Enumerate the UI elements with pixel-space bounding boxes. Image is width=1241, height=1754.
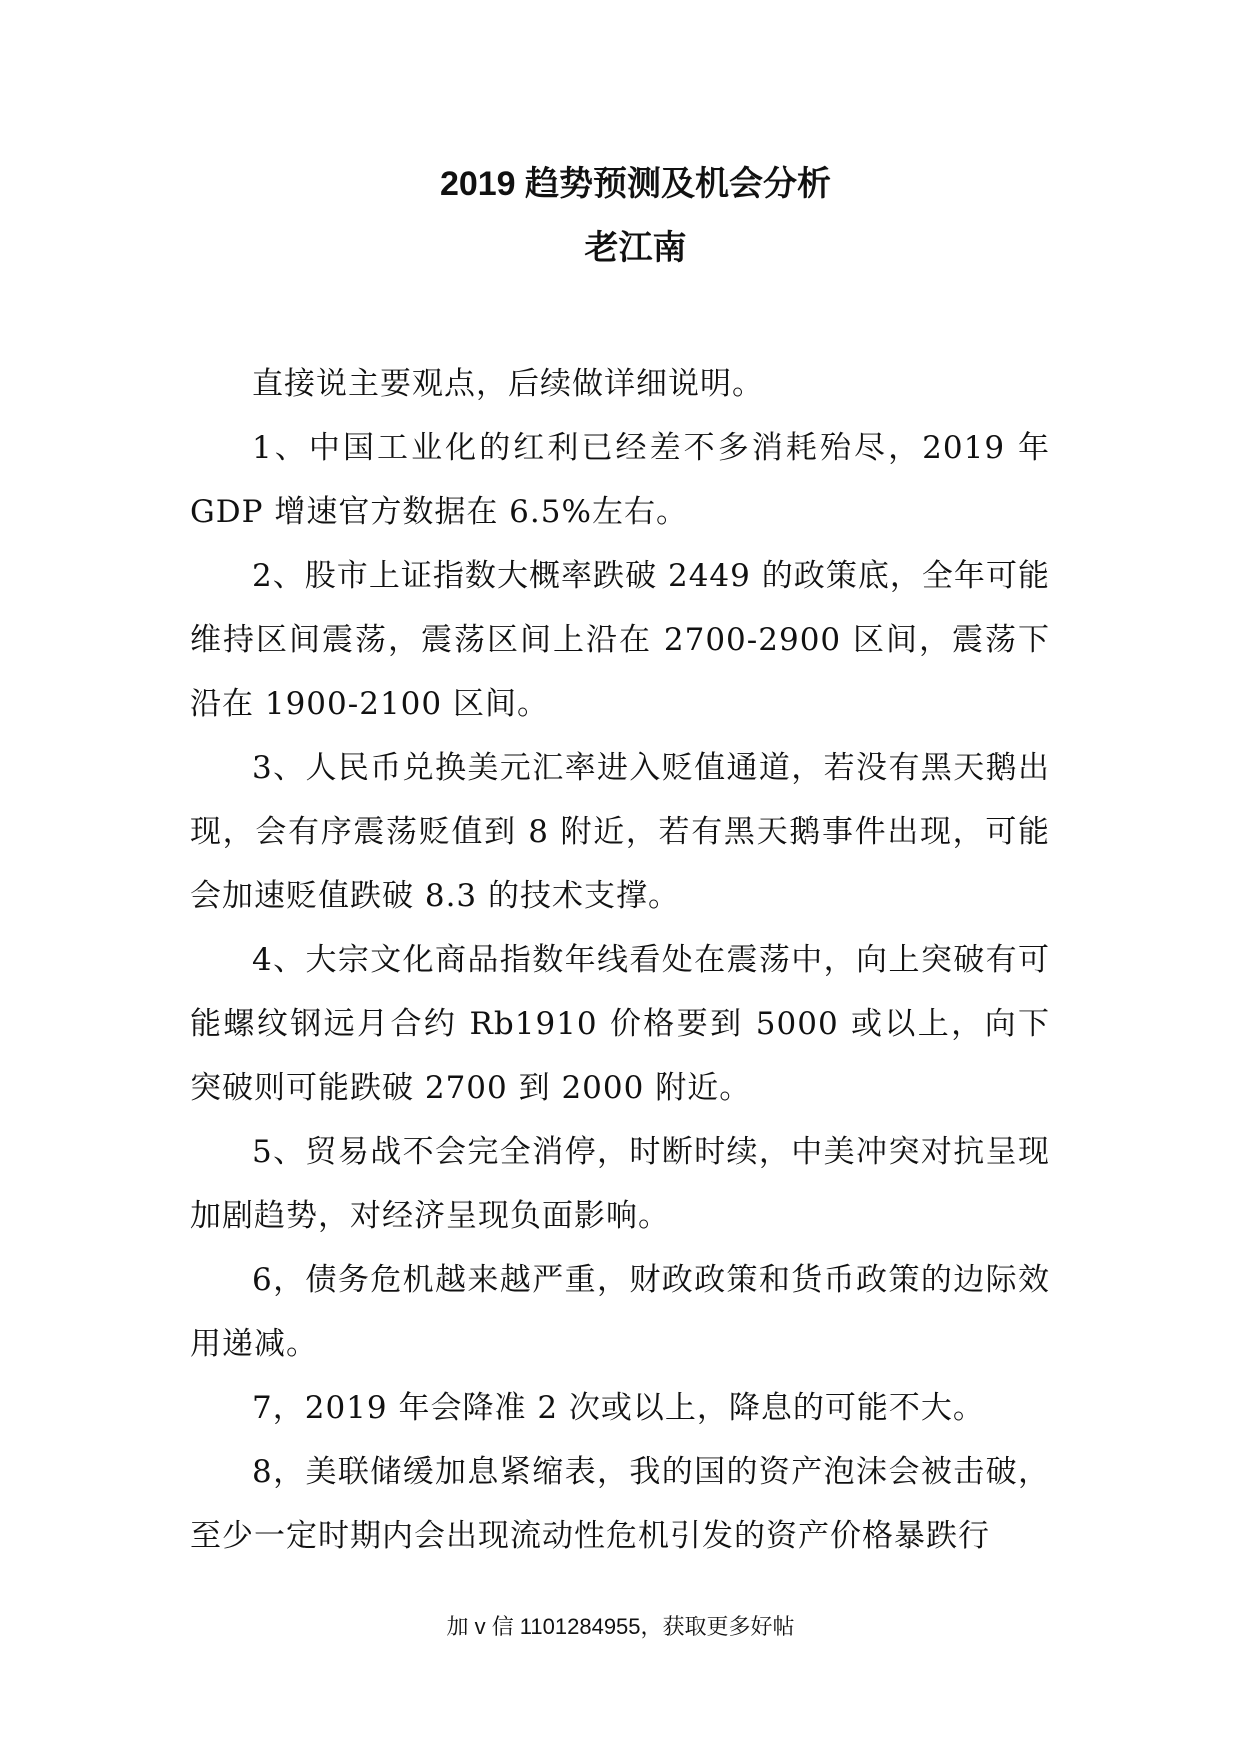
paragraph-8: 8，美联储缓加息紧缩表，我的国的资产泡沫会被击破，至少一定时期内会出现流动性危机引发的资产价格暴跌行 (190, 1454, 1050, 1554)
paragraph-6: 6，债务危机越来越严重，财政政策和货币政策的边际效用递减。 (190, 1262, 1050, 1362)
paragraph-2: 2、股市上证指数大概率跌破 2449 的政策底，全年可能维持区间震荡，震荡区间上沿在 2700-2900 区间，震荡下沿在 1900-2100 区间。 (190, 558, 1050, 722)
paragraph-1: 1、中国工业化的红利已经差不多消耗殆尽，2019 年 GDP 增速官方数据在 6.5%左右。 (190, 430, 1050, 530)
paragraph-3: 3、人民币兑换美元汇率进入贬值通道，若没有黑天鹅出现，会有序震荡贬值到 8 附近，若有黑天鹅事件出现，可能会加速贬值跌破 8.3 的技术支撑。 (190, 750, 1050, 914)
document-author: 老江南 (584, 229, 687, 267)
paragraph-intro: 直接说主要观点，后续做详细说明。 (252, 366, 764, 402)
page-footer: 加 v 信 1101284955，获取更多好帖 (446, 1614, 795, 1639)
document-title: 2019 趋势预测及机会分析 (439, 165, 832, 203)
paragraph-7: 7，2019 年会降准 2 次或以上，降息的可能不大。 (252, 1390, 985, 1426)
paragraph-5: 5、贸易战不会完全消停，时断时续，中美冲突对抗呈现加剧趋势，对经济呈现负面影响。 (190, 1134, 1050, 1234)
paragraph-4: 4、大宗文化商品指数年线看处在震荡中，向上突破有可能螺纹钢远月合约 Rb1910 价格要到 5000 或以上，向下突破则可能跌破 2700 到 2000 附近。 (190, 942, 1050, 1106)
document-body (190, 352, 1050, 1568)
